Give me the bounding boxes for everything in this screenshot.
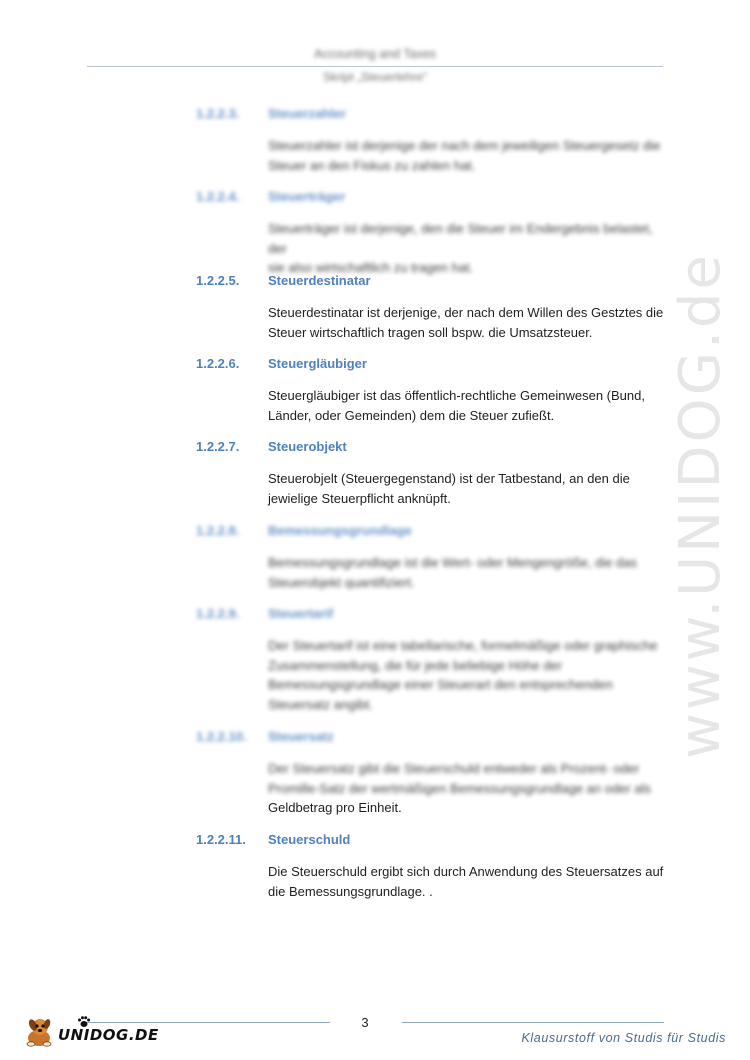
body-line: Länder, oder Gemeinden) dem die Steuer zufießt. bbox=[268, 407, 555, 423]
body-line: Steuerzahler ist derjenige der nach dem jeweiligen Steuergesetz die bbox=[268, 138, 661, 153]
section-body bbox=[268, 136, 668, 175]
section-heading: Steuerdestinatar bbox=[268, 273, 371, 288]
unidog-logo bbox=[22, 1016, 162, 1048]
section-number: 1.2.2.3. bbox=[196, 106, 240, 121]
section-body bbox=[268, 553, 668, 592]
running-header-title: Accounting and Taxes bbox=[313, 47, 437, 61]
body-line: Steuer wirtschaftlich tragen soll bspw. die Umsatzsteuer. bbox=[268, 324, 593, 340]
section-heading: Steuerobjekt bbox=[268, 439, 347, 454]
section-body bbox=[268, 759, 668, 818]
body-line: Bemessungsgrundlage ist die Wert- oder Mengengröße, die das bbox=[268, 555, 638, 570]
body-line: jewielige Steuerpflicht anknüpft. bbox=[268, 490, 451, 506]
body-line: die Bemessungsgrundlage. . bbox=[268, 883, 433, 899]
body-line: Steuerobjekt quantifiziert. bbox=[268, 574, 415, 590]
body-line: Bemessungsgrundlage einer Steuerart den entsprechenden bbox=[268, 677, 613, 692]
page-number: 3 bbox=[361, 1015, 369, 1030]
section-number: 1.2.2.11. bbox=[196, 832, 246, 847]
section-number: 1.2.2.7. bbox=[196, 439, 240, 454]
section-body bbox=[268, 469, 668, 508]
body-line: Steuerträger ist derjenige, den die Steuer im Endergebnis belastet, der bbox=[268, 221, 653, 256]
dog-mascot-icon bbox=[22, 1016, 62, 1048]
section-number: 1.2.2.5. bbox=[196, 273, 240, 288]
body-line: Der Steuertarif ist eine tabellarische, formelmäßige oder graphische bbox=[268, 638, 658, 653]
section-number: 1.2.2.9. bbox=[196, 606, 240, 621]
section-heading: Steuertarif bbox=[268, 606, 334, 621]
section-heading: Steuerschuld bbox=[268, 832, 351, 847]
section-heading: Steuersatz bbox=[268, 729, 334, 744]
section-heading: Steuergläubiger bbox=[268, 356, 367, 371]
section-body bbox=[268, 219, 668, 278]
section-number: 1.2.2.10. bbox=[196, 729, 247, 744]
section-number: 1.2.2.8. bbox=[196, 523, 240, 538]
section-heading: Steuerzahler bbox=[268, 106, 347, 121]
watermark-text: www.UNIDOG.de bbox=[667, 251, 733, 759]
body-line: Promille-Satz der wertmäßigen Bemessungsgrundlage an oder als bbox=[268, 780, 651, 796]
body-line: sie also wirtschaftlich zu tragen hat. bbox=[268, 260, 474, 275]
body-line: Steuer an den Fiskus zu zahlen hat. bbox=[268, 157, 476, 173]
body-line: Die Steuerschuld ergibt sich durch Anwendung des Steuersatzes auf bbox=[268, 864, 664, 879]
body-line: Steuergläubiger ist das öffentlich-rechtliche Gemeinwesen (Bund, bbox=[268, 388, 645, 403]
logo-text: UNIDOG.DE bbox=[58, 1026, 159, 1044]
section-heading: Bemessungsgrundlage bbox=[268, 523, 412, 538]
body-line: Steuerobjelt (Steuergegenstand) ist der Tatbestand, an den die bbox=[268, 471, 630, 486]
watermark bbox=[655, 251, 745, 759]
section-number: 1.2.2.4. bbox=[196, 189, 240, 204]
section-body bbox=[268, 386, 668, 425]
body-line: Der Steuersatz gibt die Steuerschuld entweder als Prozent- oder bbox=[268, 761, 640, 776]
footer-slogan: Klausurstoff von Studis für Studis bbox=[521, 1031, 726, 1045]
body-line: Steuerdestinatar ist derjenige, der nach dem Willen des Gestztes die bbox=[268, 305, 664, 320]
section-body bbox=[268, 862, 668, 901]
body-line: Zusammenstellung, die für jede beliebige Höhe der bbox=[268, 657, 563, 673]
body-line: Steuersatz angibt. bbox=[268, 696, 373, 712]
body-line: Geldbetrag pro Einheit. bbox=[268, 800, 402, 815]
section-heading: Steuerträger bbox=[268, 189, 346, 204]
header-divider bbox=[87, 66, 663, 67]
section-body bbox=[268, 636, 668, 714]
running-header-subtitle: Skript „Steuerlehre“ bbox=[322, 70, 428, 84]
section-number: 1.2.2.6. bbox=[196, 356, 240, 371]
footer-divider-right bbox=[402, 1022, 664, 1023]
section-body bbox=[268, 303, 668, 342]
